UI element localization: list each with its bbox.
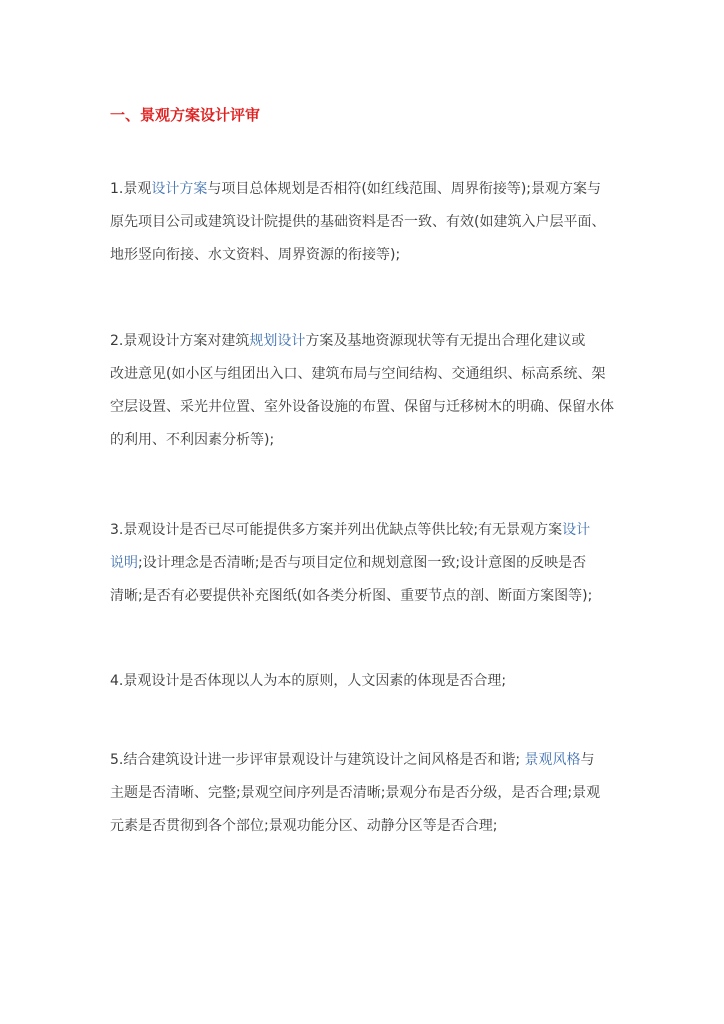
paragraph-line	[110, 206, 620, 239]
section-heading: 一、景观方案设计评审	[110, 106, 261, 124]
paragraph-line	[110, 391, 620, 424]
text-segment: 的利用、不利因素分析等);	[110, 432, 275, 448]
paragraph-line	[110, 424, 620, 457]
keyword-link[interactable]: 设计	[562, 522, 591, 538]
text-segment: 原先项目公司或建筑设计院提供的基础资料是否一致、有效(如建筑入户层平面、	[110, 214, 606, 230]
paragraph-3	[110, 514, 620, 613]
paragraph-line	[110, 173, 620, 206]
text-segment: 4.景观设计是否体现以人为本的原则，人文因素的体现是否合理;	[110, 673, 507, 689]
text-segment: 元素是否贯彻到各个部位;景观功能分区、动静分区等是否合理;	[110, 818, 498, 834]
paragraph-line	[110, 777, 620, 810]
paragraph-5	[110, 744, 620, 843]
text-segment: 2.景观设计方案对建筑	[110, 333, 250, 349]
paragraph-1	[110, 173, 620, 272]
keyword-link[interactable]: 设计方案	[151, 181, 208, 197]
text-segment: 空层设置、采光井位置、室外设备设施的布置、保留与迁移树木的明确、保留水体	[110, 399, 614, 415]
text-segment: 地形竖向衔接、水文资料、周界资源的衔接等);	[110, 247, 401, 263]
text-segment: ;设计理念是否清晰;是否与项目定位和规划意图一致;设计意图的反映是否	[138, 555, 587, 571]
paragraph-line	[110, 239, 620, 272]
keyword-link[interactable]: 景观风格	[524, 752, 581, 768]
text-segment: 3.景观设计是否已尽可能提供多方案并列出优缺点等供比较;有无景观方案	[110, 522, 563, 538]
paragraph-2	[110, 325, 620, 457]
paragraph-line	[110, 665, 620, 698]
paragraph-line	[110, 580, 620, 613]
text-segment: 与项目总体规划是否相符(如红线范围、周界衔接等);景观方案与	[207, 181, 601, 197]
text-segment: 5.结合建筑设计进一步评审景观设计与建筑设计之间风格是否和谐;	[110, 752, 525, 768]
text-segment: 与	[580, 752, 595, 768]
paragraph-line	[110, 514, 620, 547]
text-segment: 1.景观	[110, 181, 152, 197]
paragraph-line	[110, 744, 620, 777]
paragraph-4	[110, 665, 620, 698]
paragraph-line	[110, 810, 620, 843]
text-segment: 改进意见(如小区与组团出入口、建筑布局与空间结构、交通组织、标高系统、架	[110, 366, 606, 382]
paragraph-line	[110, 547, 620, 580]
paragraph-line	[110, 358, 620, 391]
text-segment: 方案及基地资源现状等有无提出合理化建议或	[305, 333, 586, 349]
text-segment: 主题是否清晰、完整;景观空间序列是否清晰;景观分布是否分级，是否合理;景观	[110, 785, 601, 801]
paragraph-line	[110, 325, 620, 358]
keyword-link[interactable]: 说明	[110, 555, 138, 571]
keyword-link[interactable]: 规划设计	[249, 333, 306, 349]
text-segment: 清晰;是否有必要提供补充图纸(如各类分析图、重要节点的剖、断面方案图等);	[110, 588, 593, 604]
